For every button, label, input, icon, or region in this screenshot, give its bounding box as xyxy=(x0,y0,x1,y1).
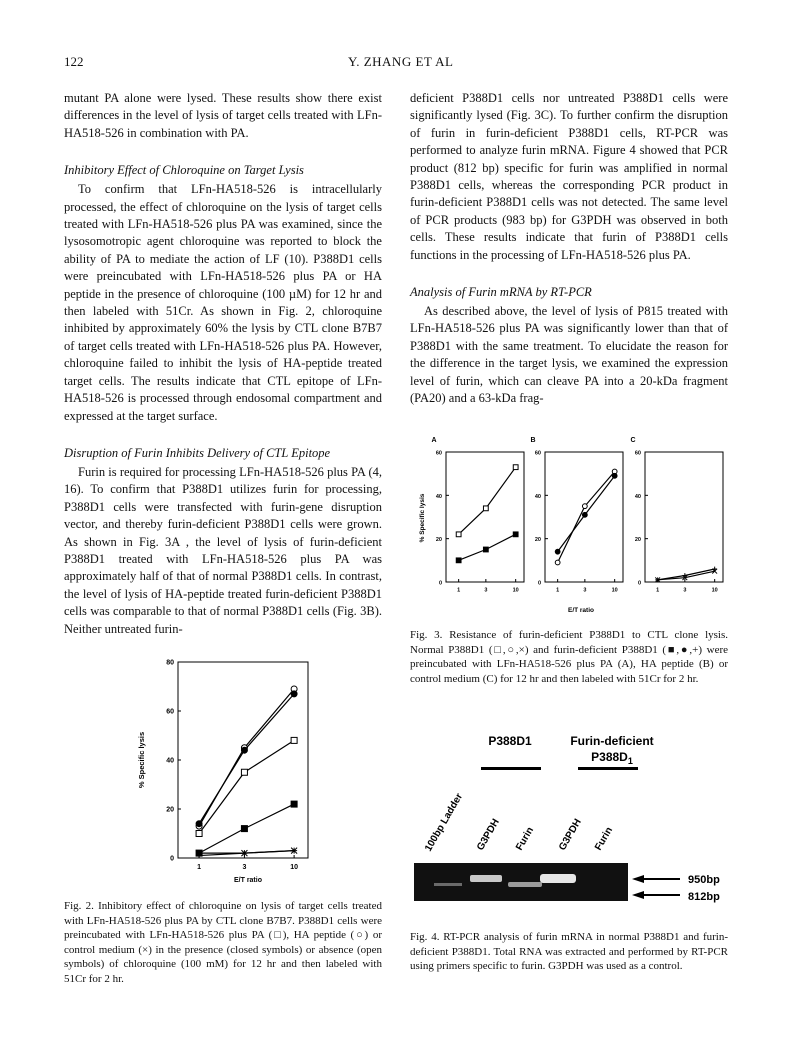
gel-band-ladder xyxy=(434,883,462,886)
section-heading: Disruption of Furin Inhibits Delivery of CTL Epitope xyxy=(64,445,331,460)
data-point xyxy=(612,473,617,478)
data-point xyxy=(291,737,297,743)
data-point xyxy=(513,532,518,537)
lane-label-ladder: 100bp Ladder xyxy=(423,791,466,854)
y-tick-label: 40 xyxy=(534,493,541,500)
y-tick-label: 20 xyxy=(634,537,641,544)
data-point xyxy=(555,549,560,554)
group-bar-deficient xyxy=(578,767,638,770)
figure-3-caption: Fig. 3. Resistance of furin-deficient P388D1 to CTL clone lysis. Normal P388D1 (□,○,×) and furin-deficient P388D1 (■,●,+) were preincubated with LFn-HA518-526 plus PA (A), HA peptide (B) or control medium (C) for 12 hr and then labeled with 51Cr for 2 hr. xyxy=(410,629,728,685)
y-tick-label: 0 xyxy=(438,580,442,587)
y-tick-label: 80 xyxy=(166,659,174,667)
running-title: Y. ZHANG ET AL xyxy=(348,54,454,69)
x-tick-label: 1 xyxy=(556,587,560,594)
y-tick-label: 40 xyxy=(166,757,174,765)
y-tick-label: 20 xyxy=(435,537,442,544)
lane-label-g3pdh-1: G3PDH xyxy=(475,817,502,853)
data-point xyxy=(582,504,587,509)
y-tick-label: 0 xyxy=(170,855,174,863)
paragraph: mutant PA alone were lysed. These results show there exist differences in the level of lysis of target cells treated with LFn-HA518-526 in combination with PA. xyxy=(64,91,382,140)
y-tick-label: 60 xyxy=(534,450,541,457)
y-tick-label: 0 xyxy=(637,580,641,587)
gel-band-g3pdh-normal xyxy=(470,875,502,882)
y-tick-label: 40 xyxy=(435,493,442,500)
figure-4-caption: Fig. 4. RT-PCR analysis of furin mRNA in normal P388D1 and furin-deficient P388D1. Total RNA was extracted and performed by RT-PCR using primers specific to furin. G3PDH was used as a control. xyxy=(410,931,728,973)
y-tick-label: 40 xyxy=(634,493,641,500)
y-tick-label: 60 xyxy=(166,708,174,716)
data-point xyxy=(483,547,488,552)
y-tick-label: 0 xyxy=(537,580,541,587)
panel-label: A xyxy=(431,437,437,444)
marker-arrowhead-812 xyxy=(632,891,644,899)
data-point xyxy=(483,506,488,511)
x-tick-label: 10 xyxy=(290,864,299,871)
paragraph: deficient P388D1 cells nor untreated P388D1 cells were significantly lysed (Fig. 3C). To further confirm the disruption of furin in furin-deficient P388D1 cells, RT-PCR was performed to analyze furin mRNA. Figure 4 showed that PCR product (812 bp) specific for furin was amplified in normal P388D1 cells, whereas the corresponding PCR product in furin-deficient P388D1 cells was not detected. The same level of PCR products (983 bp) for G3PDH was observed in both cells. These results indicate that furin of P388D1 cells functions in the processing of LFn-HA518-526 plus PA. xyxy=(410,91,728,262)
paragraph: To confirm that LFn-HA518-526 is intracellularly processed, the effect of chloroquine on the lysis of target cells treated with LFn-HA518-526 plus PA was examined, since the lysosomotropic agent chloroquine was reported to block the ability of PA to mediate the action of LF (10). P388D1 cells were preincubated with LFn-HA518-526 plus PA or HA peptide in the presence of chloroquine (100 µM) for 12 hr and then labeled with 51Cr. As shown in Fig. 2, chloroquine inhibited by approximately 60% the lysis by CTL clone B7B7 of target cells treated with LFn-HA518-526 plus PA. However, chloroquine failed to inhibit the lysis of HA-peptide treated target cells. The results indicate that CTL epitope of LFn-HA518-526 is processed through endosomal compartment and expressed at the target surface. xyxy=(64,182,382,423)
figure-2-caption: Fig. 2. Inhibitory effect of chloroquine on lysis of target cells treated with LFn-HA518-526 plus PA by CTL clone B7B7. P388D1 cells were preincubated with LFn-HA518-526 plus PA (□), HA peptide (○) or control medium (×) in the presence (closed symbols) or absence (open symbols) of chloroquine (100 mM) for 12 hr and then labeled with 51Cr for 2 hr. xyxy=(64,900,382,985)
data-point xyxy=(513,465,518,470)
data-point xyxy=(241,747,247,753)
group-label-deficient: Furin-deficient xyxy=(570,734,654,748)
right-column xyxy=(410,90,728,408)
group-label-normal: P388D1 xyxy=(488,734,532,748)
section-heading: Inhibitory Effect of Chloroquine on Target Lysis xyxy=(64,163,304,178)
x-tick-label: 10 xyxy=(611,587,618,594)
data-point xyxy=(291,801,297,807)
data-point xyxy=(456,532,461,537)
section-heading: Analysis of Furin mRNA by RT-PCR xyxy=(410,285,592,300)
y-tick-label: 60 xyxy=(435,450,442,457)
figure-2-chart xyxy=(130,650,330,890)
x-tick-label: 1 xyxy=(197,864,202,871)
group-label-deficient-line2: $P388D_1$ xyxy=(591,750,633,766)
fig2-xlabel: E/T ratio xyxy=(233,877,263,884)
data-point xyxy=(241,769,247,775)
data-point xyxy=(582,512,587,517)
x-tick-label: 3 xyxy=(242,864,247,871)
lane-label-furin-2: Furin xyxy=(593,825,616,853)
y-tick-label: 20 xyxy=(534,537,541,544)
paragraph: As described above, the level of lysis of P815 treated with LFn-HA518-526 plus PA was significantly lower than that of P388D1 with the same treatment. To elucidate the reason for the difference in the target lysis, we examined the expression level of furin, which can cleave PA into a 20-kDa fragment (PA20) and a 63-kDa frag- xyxy=(410,304,728,406)
marker-label-950: 950bp xyxy=(688,874,720,886)
series-line xyxy=(459,467,516,534)
series-line xyxy=(199,694,294,824)
series-line xyxy=(199,740,294,833)
x-tick-label: 1 xyxy=(656,587,660,594)
y-tick-label: 60 xyxy=(634,450,641,457)
marker-label-812: 812bp xyxy=(688,891,720,903)
marker-arrowhead-950 xyxy=(632,875,644,883)
data-point xyxy=(456,558,461,563)
left-column xyxy=(64,90,382,638)
data-point xyxy=(241,826,247,832)
x-tick-label: 3 xyxy=(583,587,587,594)
data-point xyxy=(555,560,560,565)
fig3-xlabel: E/T ratio xyxy=(567,607,595,614)
data-point xyxy=(196,831,202,837)
x-tick-label: 3 xyxy=(484,587,488,594)
x-tick-label: 10 xyxy=(512,587,519,594)
paragraph: Furin is required for processing LFn-HA518-526 plus PA (4, 16). To confirm that P388D1 utilizes furin for processing, P388D1 cells were transfected with furin-gene disruption vector, and thereby furin-deficient P388D1 cells were grown. As shown in Fig. 3A , the level of lysis of furin-deficient P388D1 treated with LFn-HA518-526 plus PA was approximately half of that of normal P388D1 cells. In contrast, the level of lysis of HA-peptide treated furin-deficient P388D1 cells was comparable to that of normal P388D1 cells (Fig. 3B). Neither untreated furin- xyxy=(64,464,382,636)
gel-band-furin-normal xyxy=(508,882,542,887)
series-line xyxy=(658,569,715,580)
data-point xyxy=(196,821,202,827)
x-tick-label: 10 xyxy=(711,587,718,594)
x-tick-label: 1 xyxy=(457,587,461,594)
x-tick-label: 3 xyxy=(683,587,687,594)
panel-label: B xyxy=(530,437,536,444)
data-point xyxy=(712,567,717,572)
figure-3-chart xyxy=(404,430,734,620)
fig2-ylabel: % Specific lysis xyxy=(137,731,146,789)
lane-label-furin-1: Furin xyxy=(514,825,537,853)
panel-label: C xyxy=(630,437,636,444)
y-tick-label: 20 xyxy=(166,806,174,814)
group-bar-normal xyxy=(481,767,541,770)
lane-label-g3pdh-2: G3PDH xyxy=(557,817,584,853)
figure-4-gel xyxy=(404,720,734,920)
page-number: 122 xyxy=(64,54,84,69)
gel-band-g3pdh-deficient xyxy=(540,874,576,883)
fig3-ylabel: % Specific lysis xyxy=(419,493,426,543)
data-point xyxy=(291,691,297,697)
plot-frame xyxy=(645,452,723,582)
